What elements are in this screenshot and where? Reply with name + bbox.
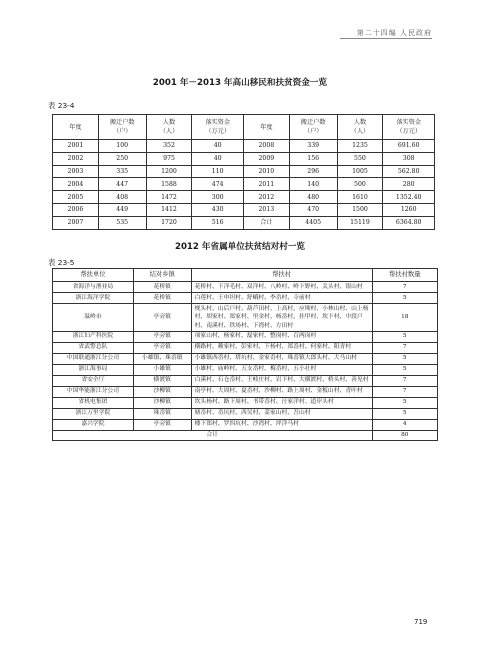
village-count-cell: 7 [372, 375, 437, 386]
support-unit-cell: 中国联通浙江分公司 [53, 353, 134, 364]
table1-cell: 1412 [146, 203, 192, 216]
table1-cell: 308 [383, 152, 435, 165]
table2-row [53, 282, 438, 293]
village-count-cell: 5 [372, 397, 437, 408]
villages-cell: 小雄镇西岙村、塔坑村、金家岙村，珠岙镇大郎头村、大马山村 [191, 353, 372, 364]
villages-cell: 塘岙村、岙坑村、西吴村、姜家山村、吾山村 [191, 408, 372, 419]
table2-row [53, 293, 438, 304]
table1-cell: 6364.80 [383, 216, 435, 229]
villages-cell: 白莲村、王申坦村、舒峨村、李岙村、寺前村 [191, 293, 372, 304]
running-head-rule [340, 38, 432, 39]
paired-town-cell: 沙柳镇 [133, 397, 191, 408]
table2-row [53, 364, 438, 375]
table2-row [53, 386, 438, 397]
village-count-cell: 7 [372, 282, 437, 293]
table2-row [53, 419, 438, 430]
table1-row [53, 178, 435, 191]
villages-cell: 项家山村、杨家村、磊家村、整岗村、百两岗村 [191, 331, 372, 342]
support-unit-cell: 省海洋与渔业局 [53, 282, 134, 293]
table1-cell: 4405 [289, 216, 337, 229]
table1-cell: 1610 [337, 191, 383, 204]
table1-cell: 474 [192, 178, 244, 191]
paired-town-cell: 花桥镇 [133, 282, 191, 293]
running-head: 第二十四编 人民政府 [356, 29, 432, 37]
table1-cell: 516 [192, 216, 244, 229]
table1-cell: 280 [383, 178, 435, 191]
table1-cell: 550 [337, 152, 383, 165]
village-count-cell: 7 [372, 386, 437, 397]
villages-cell: 花桥村、下洋毛村、双洋村、八岭村、岭下野村、关头村、银山村 [191, 282, 372, 293]
table1-cell: 562.80 [383, 165, 435, 178]
migration-funds-table [52, 114, 435, 230]
village-count-cell: 18 [372, 304, 437, 332]
paired-town-cell: 亭旁镇 [133, 304, 191, 332]
table1-cell: 100 [98, 140, 146, 153]
table2-title: 2012 年省属单位扶贫结对村一览 [174, 242, 306, 252]
paired-town-cell: 小雄镇、珠岙镇 [133, 353, 191, 364]
villages-cell: 小雄村、庙岭村、五支岙村、梅岙村、五小社村 [191, 364, 372, 375]
table2-header-cell: 帮扶单位 [53, 269, 134, 282]
table1-cell: 15119 [337, 216, 383, 229]
paired-town-cell: 亭旁镇 [133, 342, 191, 353]
table1-cell: 975 [146, 152, 192, 165]
table1-cell: 250 [98, 152, 146, 165]
table2-header-cell: 帮扶村 [191, 269, 372, 282]
table1-header-cell: 搬迁户数 （户） [98, 115, 146, 140]
table1-header-cell: 落实资金 （万元） [383, 115, 435, 140]
table1-cell: 1260 [383, 203, 435, 216]
table1-cell: 1472 [146, 191, 192, 204]
villages-cell: 白溪村、石仓岙村、王岐庄村、岩下村、大横渡村、桥头村、善见村 [191, 375, 372, 386]
table1-cell: 2011 [243, 178, 289, 191]
table1-cell: 2004 [53, 178, 99, 191]
support-unit-cell: 省安全厅 [53, 375, 134, 386]
villages-cell: 楼下郑村、罗四坑村、沙湾村、坪洋马村 [191, 419, 372, 430]
table1-row [53, 165, 435, 178]
support-unit-cell: 浙江海洋学院 [53, 293, 134, 304]
table1-cell: 2009 [243, 152, 289, 165]
table2-row [53, 304, 438, 332]
table1-cell: 40 [192, 152, 244, 165]
table1-header-cell: 落实资金 （万元） [192, 115, 244, 140]
paired-town-cell: 亭旁镇 [133, 419, 191, 430]
table1-cell: 500 [337, 178, 383, 191]
table2-row [53, 331, 438, 342]
table1-cell: 2012 [243, 191, 289, 204]
paired-town-cell: 亭旁镇 [133, 331, 191, 342]
table1-cell: 40 [192, 140, 244, 153]
table1-row [53, 216, 435, 229]
table1-cell: 156 [289, 152, 337, 165]
table1-cell: 1005 [337, 165, 383, 178]
table1-label: 表 23-4 [48, 101, 75, 110]
table2-header-cell: 帮扶村数量 [372, 269, 437, 282]
table1-cell: 2005 [53, 191, 99, 204]
table1-cell: 2001 [53, 140, 99, 153]
table2-header-cell: 结对乡镇 [133, 269, 191, 282]
paired-town-cell: 珠岙镇 [133, 408, 191, 419]
table1-cell: 339 [289, 140, 337, 153]
table1-cell: 335 [98, 165, 146, 178]
village-count-cell: 4 [372, 419, 437, 430]
paired-town-cell: 横渡镇 [133, 375, 191, 386]
table1-cell: 2003 [53, 165, 99, 178]
table1-cell: 140 [289, 178, 337, 191]
village-count-cell: 5 [372, 293, 437, 304]
villages-cell: 坎头杨村、路下周村、书带岙村、汪家洋村、道岸头村 [191, 397, 372, 408]
support-unit-cell: 温岭市 [53, 304, 134, 332]
table1-header-cell: 人数 （人） [146, 115, 192, 140]
table1-row [53, 152, 435, 165]
support-unit-cell: 省机电集团 [53, 397, 134, 408]
table2-header-row [53, 269, 438, 282]
table1-cell: 691.60 [383, 140, 435, 153]
table1-cell: 2013 [243, 203, 289, 216]
support-unit-cell: 省武警总队 [53, 342, 134, 353]
table1-cell: 352 [146, 140, 192, 153]
table1-row [53, 203, 435, 216]
table1-cell: 470 [289, 203, 337, 216]
table1-header-cell: 搬迁户数 （户） [289, 115, 337, 140]
table1-cell: 2002 [53, 152, 99, 165]
support-unit-cell: 浙江万里学院 [53, 408, 134, 419]
table1-cell: 449 [98, 203, 146, 216]
table1-header-cell: 人数 （人） [337, 115, 383, 140]
table1-cell: 1200 [146, 165, 192, 178]
table1-cell: 合计 [243, 216, 289, 229]
table1-header-cell: 年度 [243, 115, 289, 140]
table1-row [53, 140, 435, 153]
village-count-cell: 5 [372, 364, 437, 375]
table1-cell: 535 [98, 216, 146, 229]
table1-cell: 1588 [146, 178, 192, 191]
villages-cell: 南亭村、大周村、夏岙村、沙柳村、路上周村、金板山村、青叶村 [191, 386, 372, 397]
table2-row [53, 408, 438, 419]
village-count-cell: 5 [372, 353, 437, 364]
paired-town-cell: 花桥镇 [133, 293, 191, 304]
table1-cell: 1352.40 [383, 191, 435, 204]
villages-cell: 横路村、赖家村、彭家村、下杨村、郑岙村、何家村、阳青村 [191, 342, 372, 353]
table1-cell: 430 [192, 203, 244, 216]
paired-town-cell: 小雄镇 [133, 364, 191, 375]
table1-cell: 2008 [243, 140, 289, 153]
table1-cell: 110 [192, 165, 244, 178]
support-unit-cell: 浙江妇产科医院 [53, 331, 134, 342]
villages-cell: 枧头村、山后戸村、葫芦田村、上高村、应坳村、小林山村、山上杨村、胡家村、郑家村、里金村、杨岙村、挂甲村、坎下村、中段戸村、南溪村、铁场村、下湾村、方田村 [191, 304, 372, 332]
table1-cell: 447 [98, 178, 146, 191]
table1-cell: 1500 [337, 203, 383, 216]
village-count-cell: 5 [372, 408, 437, 419]
total-label-cell: 合计 [53, 430, 373, 440]
table1-cell: 480 [289, 191, 337, 204]
total-count-cell: 80 [372, 430, 437, 440]
table1-cell: 296 [289, 165, 337, 178]
table1-cell: 1720 [146, 216, 192, 229]
table2-label: 表 23-5 [48, 258, 75, 267]
table2-row [53, 353, 438, 364]
table2-row [53, 342, 438, 353]
table2-total-row [53, 430, 438, 440]
table1-cell: 2010 [243, 165, 289, 178]
table1-cell: 300 [192, 191, 244, 204]
table1-cell: 2007 [53, 216, 99, 229]
table2-row [53, 397, 438, 408]
support-unit-cell: 嘉兴学院 [53, 419, 134, 430]
table1-title: 2001 年－2013 年高山移民和扶贫资金一览 [152, 78, 328, 88]
table2-row [53, 375, 438, 386]
village-count-cell: 5 [372, 331, 437, 342]
table1-row [53, 191, 435, 204]
table1-cell: 408 [98, 191, 146, 204]
table1-cell: 1235 [337, 140, 383, 153]
page-number: 719 [414, 618, 428, 626]
poverty-pairing-table [52, 268, 438, 441]
table1-header-cell: 年度 [53, 115, 99, 140]
village-count-cell: 7 [372, 342, 437, 353]
support-unit-cell: 中国华能浙江分公司 [53, 386, 134, 397]
table1-cell: 2006 [53, 203, 99, 216]
paired-town-cell: 沙柳镇 [133, 386, 191, 397]
table1-header-row [53, 115, 435, 140]
support-unit-cell: 浙江海事局 [53, 364, 134, 375]
